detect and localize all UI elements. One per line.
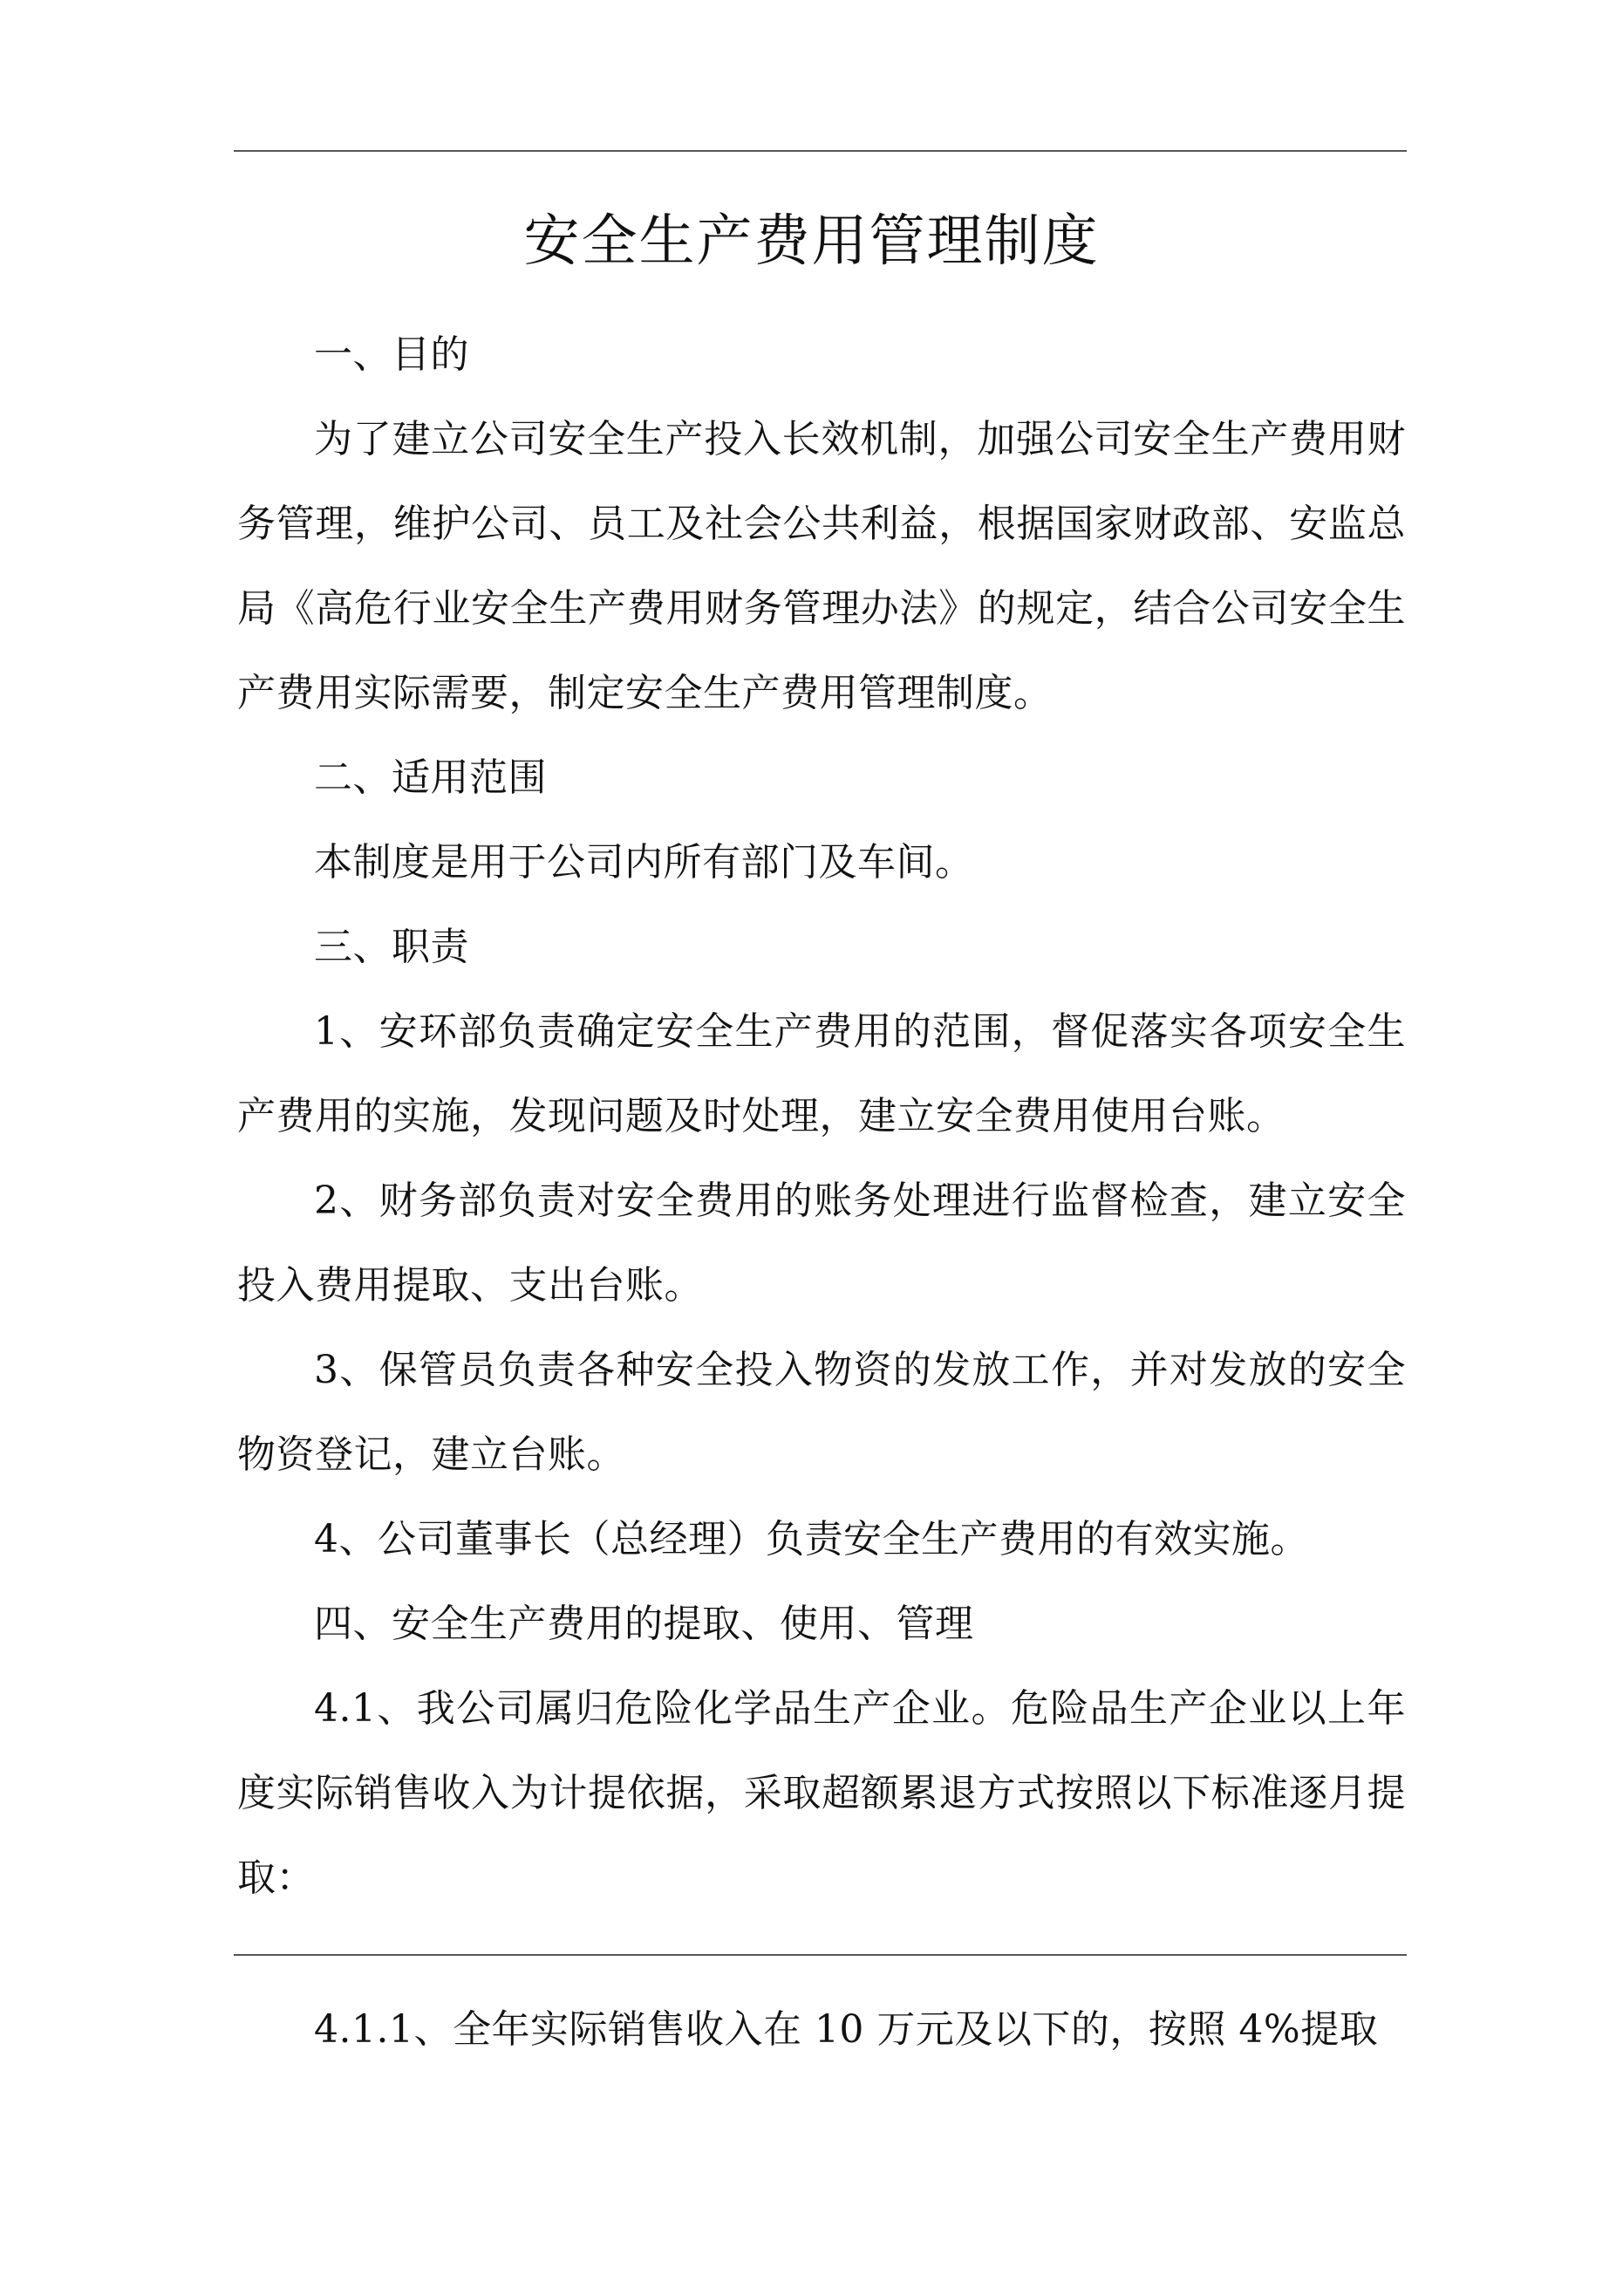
paragraph-4-1-1: 4.1.1、全年实际销售收入在 10 万元及以下的，按照 4%提取 <box>314 2007 1379 2052</box>
document-title: 安全生产费用管理制度 <box>523 209 1100 274</box>
page-divider <box>234 1954 1407 1956</box>
next-page-body <box>237 1987 1406 2072</box>
section-heading-scope: 二、适用范围 <box>314 755 547 800</box>
paragraph-duty-2: 2、财务部负责对安全费用的账务处理进行监督检查，建立安全投入费用提取、支出台账。 <box>237 1179 1406 1308</box>
paragraph-4-1: 4.1、我公司属归危险化学品生产企业。危险品生产企业以上年度实际销售收入为计提依据，采取超额累退方式按照以下标准逐月提取： <box>237 1686 1406 1900</box>
section-heading-purpose: 一、目的 <box>314 332 469 377</box>
document-body <box>237 312 1406 1920</box>
paragraph-duty-4: 4、公司董事长（总经理）负责安全生产费用的有效实施。 <box>314 1517 1309 1561</box>
paragraph-purpose: 为了建立公司安全生产投入长效机制，加强公司安全生产费用财务管理，维护公司、员工及社会公共利益，根据国家财政部、安监总局《高危行业安全生产费用财务管理办法》的规定，结合公司安全生产费用实际需要，制定安全生产费用管理制度。 <box>237 417 1406 715</box>
paragraph-scope: 本制度是用于公司内所有部门及车间。 <box>314 840 974 885</box>
top-divider <box>234 150 1407 152</box>
section-heading-duties: 三、职责 <box>314 925 469 969</box>
paragraph-duty-3: 3、保管员负责各种安全投入物资的发放工作，并对发放的安全物资登记，建立台账。 <box>237 1348 1406 1477</box>
section-heading-management: 四、安全生产费用的提取、使用、管理 <box>314 1602 974 1646</box>
paragraph-duty-1: 1、安环部负责确定安全生产费用的范围，督促落实各项安全生产费用的实施，发现问题及时处理，建立安全费用使用台账。 <box>237 1009 1406 1138</box>
